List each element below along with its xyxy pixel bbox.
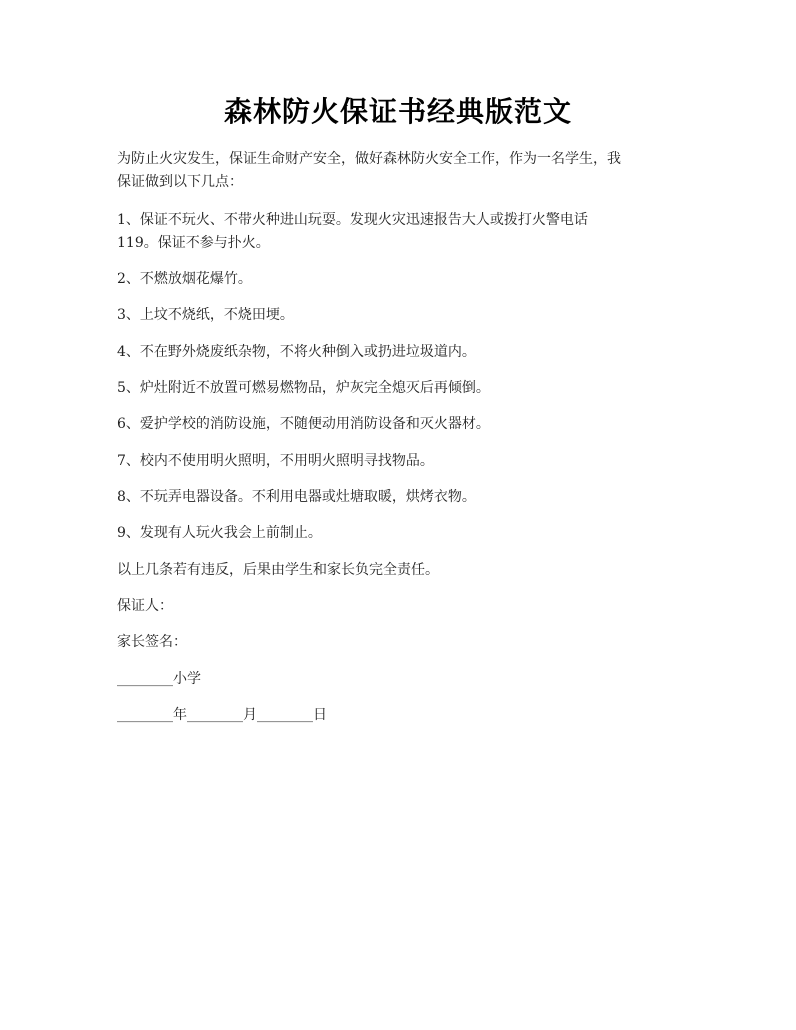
document-title: 森林防火保证书经典版范文 xyxy=(223,95,572,128)
closing-statement: 以上几条若有违反，后果由学生和家长负完全责任。 xyxy=(117,562,439,578)
pledge-item-1 xyxy=(117,209,687,255)
intro-line-1: 为防止火灾发生，保证生命财产安全，做好森林防火安全工作，作为一名学生，我 xyxy=(117,151,621,167)
pledge-item-5: 5、炉灶附近不放置可燃易燃物品，炉灰完全熄灭后再倾倒。 xyxy=(117,380,490,396)
pledge-item-3: 3、上坟不烧纸，不烧田埂。 xyxy=(117,307,294,323)
pledge-item-1-line-1: 1、保证不玩火、不带火种进山玩耍。发现火灾迅速报告大人或拨打火警电话 xyxy=(117,212,588,228)
date-line: ________年________月________日 xyxy=(117,707,327,723)
pledge-item-4: 4、不在野外烧废纸杂物，不将火种倒入或扔进垃圾道内。 xyxy=(117,344,476,360)
pledge-item-8: 8、不玩弄电器设备。不利用电器或灶塘取暖，烘烤衣物。 xyxy=(117,489,476,505)
pledge-item-6: 6、爱护学校的消防设施，不随便动用消防设备和灭火器材。 xyxy=(117,416,490,432)
pledge-item-7: 7、校内不使用明火照明，不用明火照明寻找物品。 xyxy=(117,453,434,469)
guarantor-label: 保证人： xyxy=(117,598,173,614)
school-line: ________小学 xyxy=(117,671,201,687)
pledge-item-1-line-2: 119。保证不参与扑火。 xyxy=(117,235,270,251)
pledge-item-2: 2、不燃放烟花爆竹。 xyxy=(117,271,252,287)
parent-signature-label: 家长签名： xyxy=(117,634,187,650)
intro-line-2: 保证做到以下几点： xyxy=(117,174,243,190)
intro-paragraph xyxy=(117,148,687,194)
pledge-item-9: 9、发现有人玩火我会上前制止。 xyxy=(117,525,322,541)
